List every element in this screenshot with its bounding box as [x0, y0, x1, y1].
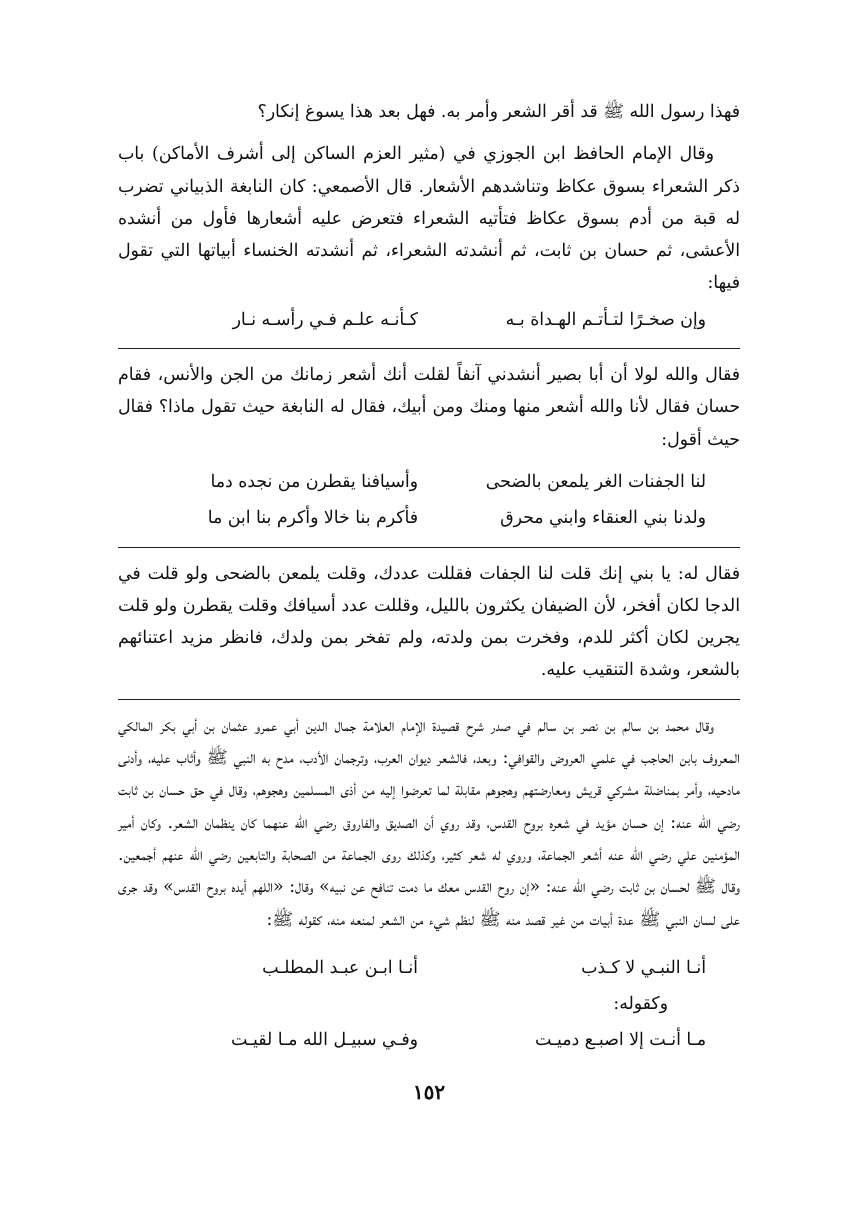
verse-prophet-2-hemistich-2: وفـي سبيـل الله مـا لقيـت — [231, 1030, 418, 1051]
verse-hassan-2-hemistich-2: فأكرم بنا خالا وأكرم بنا ابن ما — [207, 508, 418, 529]
verse-khansa-hemistich-2: كـأنـه علـم فـي رأسـه نـار — [232, 309, 418, 330]
verse-prophet-1-hemistich-1: أنـا النبـي لا كـذب — [581, 957, 706, 978]
verse-khansa-hemistich-1: وإن صخـرًا لتـأتـم الهـداة بـه — [505, 309, 706, 330]
paragraph-3: فقال والله لولا أن أبا بصير أنشدني آنفاً لقلت أنك أشعر زمانك من الجن والأنس، فقام حسان فقال لأنا والله أشعر منها ومنك ومن أبيك، فقال له النابغة حيث تقول ماذا؟ فقال حيث أقول: — [118, 365, 740, 450]
paragraph-5: وقال محمد بن سالم بن نصر بن سالم في صدر شرح قصيدة الإمام العلامة جمال الدين أبي عمرو عثمان بن أبي بكر المالكي المعروف بابن الحاجب في علمي العروض والقوافي: وبعد، فالشعر ديوان العرب، وترجمان الأدب، مدح به النبي ﷺ وأثاب عليه، وأدنى مادحيه، وأمر بمناضلة مشركي قريش ومعارضتهم وهجوهم مقابلة لما تعرضوا إليه من أذى المسلمين وهجوهم، وقال في حق حسان بن ثابت رضي الله عنه: إن حسان مؤيد في شعره بروح القدس، وقد روي أن الصديق والفاروق رضي الله عنهما كان ينظمان الشعر. وكان أمير المؤمنين علي رضي الله عنه أشعر الجماعة، وروي له شعر كثير، وكذلك روى الجماعة من الصحابة والتابعين رضي الله عنهم أجمعين. وقال ﷺ لحسان بن ثابت رضي الله عنه: «إن روح القدس معك ما دمت تنافح عن نبيه» وقال: «اللهم أيده بروح القدس» وقد جرى على لسان النبي ﷺ عدة أبيات من غير قصد منه ﷺ لنظم شيء من الشعر لمنعه منه، كقوله ﷺ: — [118, 715, 740, 930]
paragraph-6: وكقوله: — [613, 994, 668, 1015]
verse-hassan-1 — [118, 466, 740, 498]
separator-rule-3 — [118, 699, 740, 700]
verse-prophet-2-hemistich-1: مـا أنـت إلا اصبـع دميـت — [534, 1030, 706, 1051]
paragraph-4: فقال له: يا بني إنك قلت لنا الجفات فقللت عددك، وقلت يلمعن بالضحى ولو قلت في الدجا لكان أفخر، لأن الضيفان يكثرون بالليل، وقللت عدد أسيافك وقلت يقطرن ولو قلت يجرين لكان أكثر للدم، وفخرت بمن ولدته، ولم تفخر بمن ولدك، فانظر مزيد اعتنائهم بالشعر، وشدة التنقيب عليه. — [118, 563, 740, 681]
verse-hassan-1-hemistich-2: وأسيافنا يقطرن من نجده دما — [210, 471, 418, 492]
verse-khansa — [118, 304, 740, 336]
page-number: ١٥٢ — [412, 1080, 446, 1104]
verse-hassan-1-hemistich-1: لنا الجفنات الغر يلمعن بالضحى — [485, 471, 706, 492]
verse-prophet-1 — [118, 952, 740, 984]
separator-rule-2 — [118, 547, 740, 548]
paragraph-1: فهذا رسول الله ﷺ قد أقر الشعر وأمر به. فهل بعد هذا يسوغ إنكار؟ — [257, 102, 740, 122]
paragraph-2: وقال الإمام الحافظ ابن الجوزي في (مثير العزم الساكن إلى أشرف الأماكن) باب ذكر الشعراء بسوق عكاظ وتناشدهم الأشعار. قال الأصمعي: كان النابغة الذبياني تضرب له قبة من أدم بسوق عكاظ فتأتيه الشعراء فتعرض عليه أشعارها فأول من أنشده الأعشى، ثم حسان بن ثابت، ثم أنشدته الشعراء، ثم أنشدته الخنساء أبياتها التي تقول فيها: — [118, 144, 740, 294]
verse-hassan-2-hemistich-1: ولدنا بني العنقاء وابني محرق — [500, 508, 706, 529]
verse-prophet-2 — [118, 1024, 740, 1056]
separator-rule-1 — [118, 348, 740, 349]
verse-hassan-2 — [118, 502, 740, 534]
verse-prophet-1-hemistich-2: أنـا ابـن عبـد المطلـب — [262, 957, 418, 978]
